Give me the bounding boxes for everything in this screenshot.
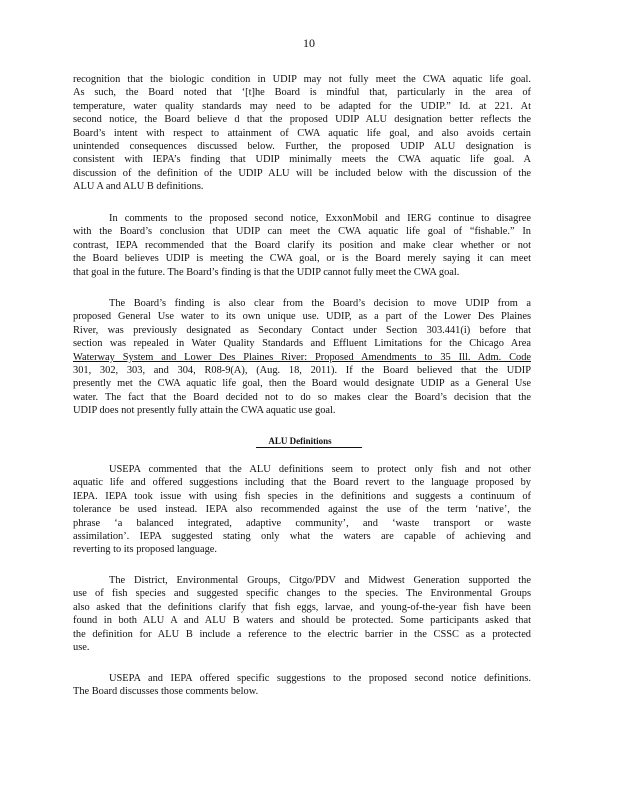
paragraph-udip-aquatic-life [73, 73, 531, 194]
paragraph-exxonmobil-ierg [73, 212, 531, 279]
text-line: use. [73, 642, 90, 654]
text-line: USEPA commented that the ALU definitions seem to protect only fish and not other [109, 464, 531, 475]
text-line: The Board discusses those comments below. [73, 686, 259, 698]
text-line: River, was previously designated as Secondary Contact under Section 303.441(i) before that [73, 324, 531, 336]
heading-text: ALU Definitions [256, 436, 361, 448]
text-line: presently met the CWA aquatic life goal, then the Board would designate UDIP as a General Use [73, 378, 531, 390]
text-line: the definition for ALU B include a reference to the electric barrier in the CSSC as a protected [73, 628, 531, 640]
page-number: 10 [303, 36, 315, 50]
text-line: the Board believes UDIP is meeting the CWA goal, or is the Board merely saying it can meet [73, 253, 531, 265]
text-line: proposed General Use water to its own unique use. UDIP, as a part of the Lower Des Plaines [73, 311, 531, 323]
text-line: also asked that the definitions clarify that fish eggs, larvae, and young-of-the-year fish have been [73, 601, 531, 613]
text-line: use of fish species and suggested specific changes to the species. The Environmental Groups [73, 588, 531, 600]
text-line: aquatic life and offered suggestions including that the Board revert to the language proposed by [73, 477, 531, 489]
text-line: ALU A and ALU B definitions. [73, 181, 204, 193]
text-line: water. The fact that the Board decided not to do so makes clear the Board’s decision that the [73, 391, 531, 403]
text-line: phrase ‘a balanced integrated, adaptive community’, and ‘waste transport or waste [73, 517, 531, 529]
text-line: In comments to the proposed second notice, ExxonMobil and IERG continue to disagree [109, 213, 531, 224]
text-line: reverting to its proposed language. [73, 544, 217, 556]
text-line: consistent with IEPA’s finding that UDIP minimally meets the CWA aquatic life goal. A [73, 154, 531, 166]
text-line: discussion of the definition of the UDIP ALU will be included below with the discussion of the [73, 167, 531, 179]
text-line: UDIP does not presently fully attain the CWA aquatic use goal. [73, 405, 336, 417]
paragraph-board-finding [73, 297, 531, 418]
text-line: contrast, IEPA recommended that the Board clarify its position and make clear whether or not [73, 239, 531, 251]
paragraph-usepa-iepa-suggestions [73, 672, 531, 699]
text-line: with the Board’s conclusion that UDIP can meet the CWA aquatic life goal of “fishable.” In [73, 226, 531, 238]
text-line: 301, 302, 303, and 304, R08-9(A), (Aug. 18, 2011). If the Board believed that the UDIP [73, 365, 531, 377]
text-line: The Board’s finding is also clear from the Board’s decision to move UDIP from a [109, 298, 531, 309]
text-line: unintended consequences discussed below. Further, the proposed UDIP ALU designation is [73, 141, 531, 153]
section-heading [0, 436, 618, 446]
text-line: that goal in the future. The Board’s finding is that the UDIP cannot fully meet the CWA goal. [73, 266, 460, 278]
text-line: found in both ALU A and ALU B waters and should be protected. Some participants asked that [73, 615, 531, 627]
text-line: second notice, the Board believe d that the proposed UDIP ALU designation better reflects the [73, 114, 531, 126]
text-line: As such, the Board noted that ‘[t]he Board is mindful that, particularly in the area of [73, 87, 531, 99]
text-line: tolerance be used instead. IEPA also recommended against the use of the term ‘native’, the [73, 504, 531, 516]
text-line: Waterway System and Lower Des Plaines River: Proposed Amendments to 35 Ill. Adm. Code [73, 351, 531, 363]
text-line: IEPA. IEPA took issue with using fish species in the definitions and suggests a continuum of [73, 490, 531, 502]
text-line: temperature, water quality standards may need to be adapted for the UDIP.” Id. at 221. At [73, 100, 531, 112]
paragraph-usepa-comments [73, 463, 531, 557]
text-line: recognition that the biologic condition in UDIP may not fully meet the CWA aquatic life goal. [73, 74, 531, 85]
text-line: The District, Environmental Groups, Citgo/PDV and Midwest Generation supported the [109, 575, 531, 586]
text-line: USEPA and IEPA offered specific suggestions to the proposed second notice definitions. [109, 673, 531, 684]
text-line: assimilation’. IEPA suggested stating only what the waters are capable of achieving and [73, 531, 531, 543]
paragraph-district-groups [73, 574, 531, 654]
text-line: Board’s intent with respect to attainment of CWA aquatic life goal, and also avoids certain [73, 127, 531, 139]
text-line: section was repealed in Water Quality Standards and Effluent Limitations for the Chicago Area [73, 338, 531, 350]
